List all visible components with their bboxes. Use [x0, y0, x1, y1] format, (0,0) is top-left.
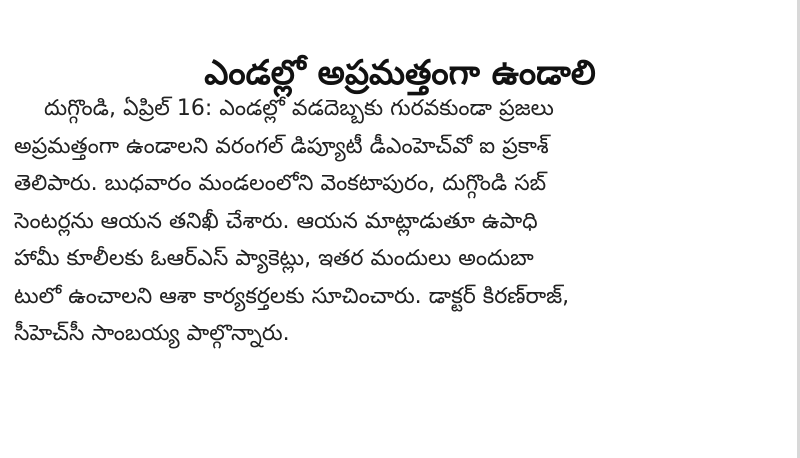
article-body	[14, 90, 774, 353]
article-line: తెలిపారు. బుధవారం మండలంలోని వెంకటాపురం, దుగ్గొండి సబ్	[14, 171, 547, 196]
clipped-previous-text	[30, 0, 730, 8]
article-line: హామీ కూలీలకు ఓఆర్ఎస్ ప్యాకెట్లు, ఇతర మందులు అందుబా	[14, 246, 534, 271]
article-headline: ఎండల్లో అప్రమత్తంగా ఉండాలి	[204, 52, 596, 93]
article-line: సెంటర్లను ఆయన తనిఖీ చేశారు. ఆయన మాట్లాడుతూ ఉపాధి	[14, 208, 538, 234]
article-line: సీహెచ్‌సీ సాంబయ్య పాల్గొన్నారు.	[14, 321, 290, 346]
article-line: టులో ఉంచాలని ఆశా కార్యకర్తలకు సూచించారు. డాక్టర్ కిరణ్‌రాజ్,	[14, 283, 570, 309]
article-line: దుగ్గొండి, ఏప్రిల్ 16: ఎండల్లో వడదెబ్బకు గురవకుండా ప్రజలు	[44, 96, 554, 121]
article-line: అప్రమత్తంగా ఉండాలని వరంగల్ డిప్యూటీ డీఎంహెచ్‌వో ఐ ప్రకాశ్	[14, 133, 549, 159]
